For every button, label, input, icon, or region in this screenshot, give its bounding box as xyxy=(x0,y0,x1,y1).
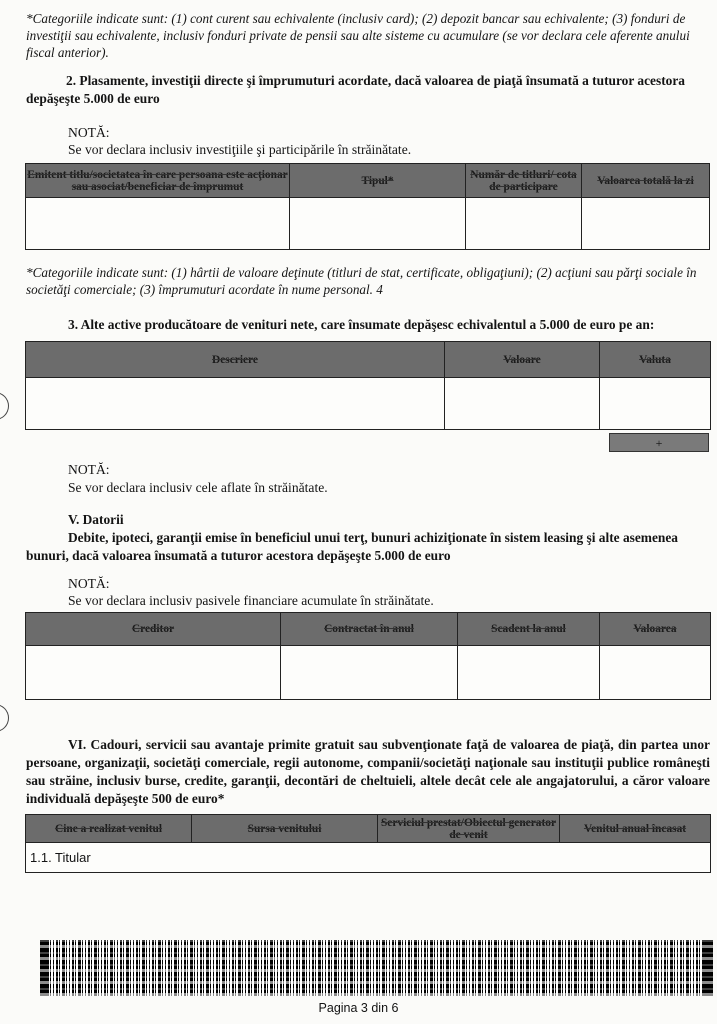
section-5-note-label: NOTĂ: xyxy=(68,576,110,591)
investments-cell-value[interactable] xyxy=(582,198,710,250)
investments-col-type: Tipul* xyxy=(290,164,466,198)
debts-col-creditor: Creditor xyxy=(26,613,281,646)
investments-cell-issuer[interactable] xyxy=(26,198,290,250)
section-5-note-text: Se vor declara inclusiv pasivele financiare acumulate în străinătate. xyxy=(68,593,434,608)
section-3-note-label: NOTĂ: xyxy=(68,462,110,477)
debts-col-due: Scadent la anul xyxy=(458,613,600,646)
investments-col-shares: Număr de titluri/ cota de participare xyxy=(466,164,582,198)
section-3-note-text: Se vor declara inclusiv cele aflate în străinătate. xyxy=(68,480,328,495)
debts-cell-value[interactable] xyxy=(600,646,711,700)
punch-hole-mark xyxy=(0,704,9,732)
debts-col-value: Valoarea xyxy=(600,613,711,646)
other-assets-col-currency: Valuta xyxy=(600,342,711,378)
gifts-col-service: Serviciul prestat/Obiectul generator de venit xyxy=(378,815,560,843)
other-assets-col-description: Descriere xyxy=(26,342,445,378)
barcode-image xyxy=(40,940,713,996)
gifts-col-income: Venitul anual încasat xyxy=(560,815,711,843)
gifts-row-titular: 1.1. Titular xyxy=(26,843,711,873)
section-5-title: V. Datorii xyxy=(68,512,124,527)
punch-hole-mark xyxy=(0,392,9,420)
other-assets-cell-description[interactable] xyxy=(26,378,445,430)
other-assets-cell-currency[interactable] xyxy=(600,378,711,430)
section-5-heading: Debite, ipoteci, garanţii emise în beneficiul unui terţ, bunuri achiziţionate în sistem leasing şi alte asemenea bunuri, dacă valoarea însumată a tuturor acestora depăşeşte 5.000 de euro xyxy=(26,530,678,563)
section-2-heading: 2. Plasamente, investiţii directe şi împrumuturi acordate, dacă valoarea de piaţă însumată a tuturor acestora depăşeşte 5.000 de euro xyxy=(26,73,686,106)
investments-table xyxy=(25,163,710,250)
section-3-heading: 3. Alte active producătoare de venituri nete, care însumate depăşesc echivalentul a 5.000 de euro pe an: xyxy=(68,317,655,332)
footnote-categories-investments: *Categoriile indicate sunt: (1) hârtii de valoare deţinute (titluri de stat, certificate, obligaţiuni); (2) acţiuni sau părţi sociale în societăţi comerciale; (3) împrumuturi acordate în nume personal. 4 xyxy=(26,265,697,297)
footnote-categories-accounts: *Categoriile indicate sunt: (1) cont curent sau echivalente (inclusiv card); (2) depozit bancar sau echivalente; (3) fonduri de investiţii sau echivalente, inclusiv fonduri private de pensii sau alte sisteme cu acumulare (se vor declara cele aferente anului fiscal anterior). xyxy=(26,11,690,60)
investments-col-value: Valoarea totală la zi xyxy=(582,164,710,198)
debts-cell-creditor[interactable] xyxy=(26,646,281,700)
add-row-button[interactable]: + xyxy=(609,433,709,452)
gifts-col-source: Sursa venitului xyxy=(192,815,378,843)
page-number: Pagina 3 din 6 xyxy=(318,1001,399,1015)
other-assets-cell-value[interactable] xyxy=(445,378,600,430)
gifts-col-who: Cine a realizat venitul xyxy=(26,815,192,843)
section-2-note-text: Se vor declara inclusiv investiţiile şi participările în străinătate. xyxy=(68,142,412,157)
investments-cell-type[interactable] xyxy=(290,198,466,250)
debts-cell-due[interactable] xyxy=(458,646,600,700)
investments-col-issuer: Emitent titlu/societatea în care persoana este acţionar sau asociat/beneficiar de împrumut xyxy=(26,164,290,198)
debts-col-contracted: Contractat în anul xyxy=(281,613,458,646)
debts-table xyxy=(25,612,711,700)
gifts-table xyxy=(25,814,711,873)
other-assets-table xyxy=(25,341,711,430)
section-2-note-label: NOTĂ: xyxy=(68,125,110,140)
debts-cell-contracted[interactable] xyxy=(281,646,458,700)
investments-cell-shares[interactable] xyxy=(466,198,582,250)
other-assets-col-value: Valoare xyxy=(445,342,600,378)
section-6-heading: VI. Cadouri, servicii sau avantaje primite gratuit sau subvenţionate faţă de valoarea de piaţă, din partea unor persoane, organizaţii, societăţi comerciale, regii autonome, companii/societăţi naţionale sau instituţii publice româneşti sau străine, inclusiv burse, credite, garanţii, decontări de cheltuieli, altele decât cele ale angajatorului, a căror valoare individuală depăşeşte 500 de euro* xyxy=(26,737,710,806)
